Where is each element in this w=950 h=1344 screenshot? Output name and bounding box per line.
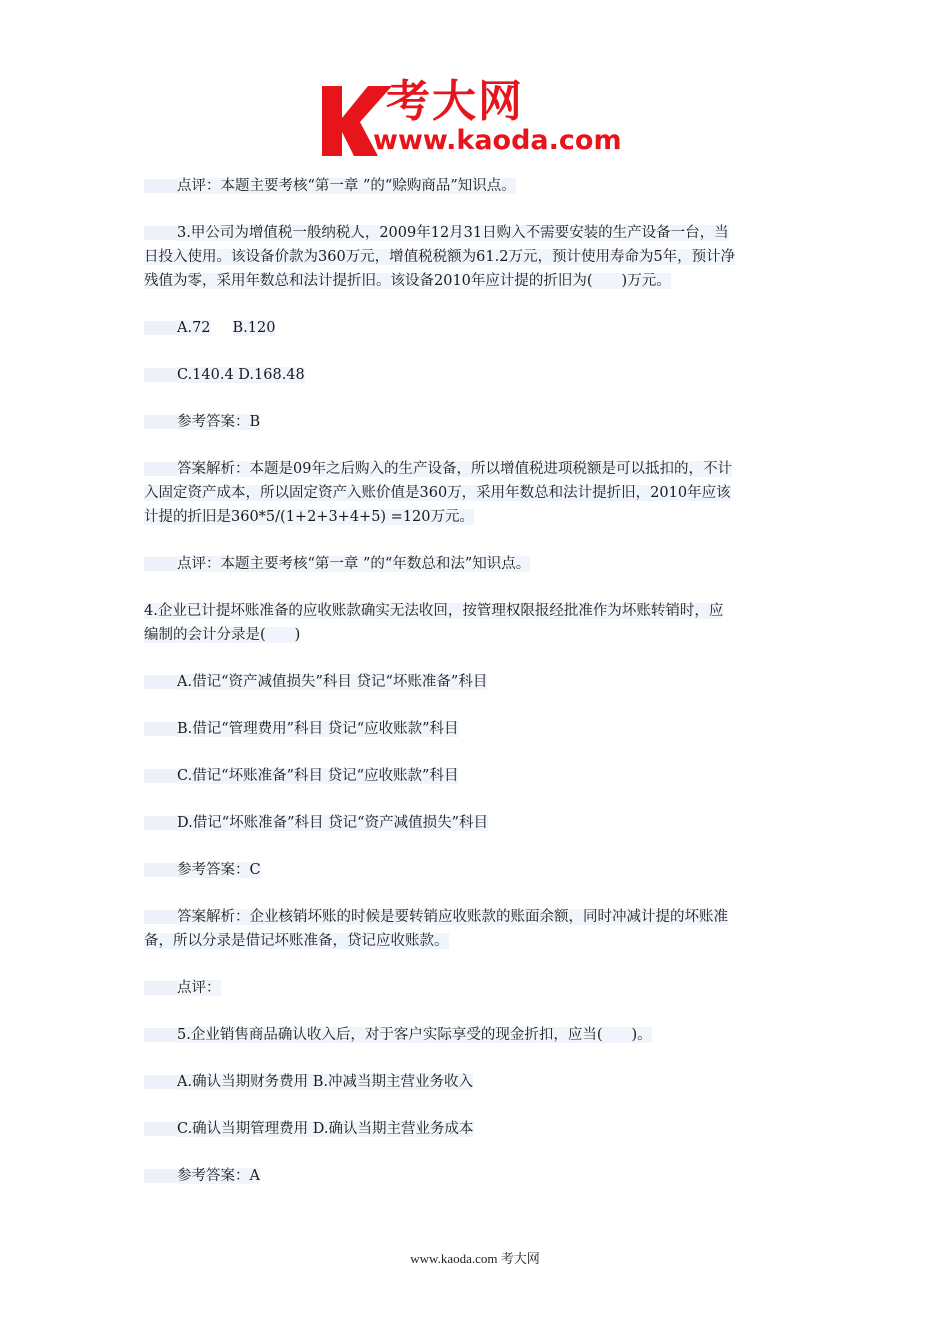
question-4-option-d: D.借记“坏账准备”科目 贷记“资产减值损失”科目 [144,811,810,835]
question-3-answer: 参考答案：B [144,410,810,434]
question-4-option-b: B.借记“管理费用”科目 贷记“应收账款”科目 [144,717,810,741]
comment-paragraph: 点评：本题主要考核“第一章 ”的“赊购商品”知识点。 [144,174,810,198]
question-3-options-ab: A.72 B.120 [144,316,810,340]
kaoda-logo [318,76,638,160]
question-3-explanation: 答案解析：本题是09年之后购入的生产设备，所以增值税进项税额是可以抵扣的，不计 入固定资产成本，所以固定资产入账价值是360万，采用年数总和法计提折旧，2010年应该 计提的折旧是360*5/(1+2+3+4+5) =120万元。 [144,461,732,525]
question-5-options-ab: A.确认当期财务费用 B.冲减当期主营业务收入 [144,1070,810,1094]
page-footer: www.kaoda.com 考大网 [410,1251,540,1266]
question-5-answer: 参考答案：A [144,1164,810,1188]
question-4-comment: 点评： [144,976,810,1000]
question-4-explanation: 答案解析：企业核销坏账的时候是要转销应收账款的账面余额，同时冲减计提的坏账准 备，所以分录是借记坏账准备，贷记应收账款。 [144,909,728,949]
logo-chinese-name: 考大网 [386,76,524,127]
question-4-option-a: A.借记“资产减值损失”科目 贷记“坏账准备”科目 [144,670,810,694]
question-5: 5.企业销售商品确认收入后，对于客户实际享受的现金折扣，应当( )。 [144,1023,810,1047]
question-3: 3.甲公司为增值税一般纳税人，2009年12月31日购入不需要安装的生产设备一台，当 日投入使用。该设备价款为360万元，增值税税额为61.2万元，预计使用寿命为5年，预计净 残值为零，采用年数总和法计提折旧。该设备2010年应计提的折旧为( )万元。 [144,225,736,289]
question-4: 4.企业已计提坏账准备的应收账款确实无法收回，按管理权限报经批准作为坏账转销时，应 编制的会计分录是( ) [144,603,724,643]
question-3-comment: 点评：本题主要考核“第一章 ”的“年数总和法”知识点。 [144,552,810,576]
question-4-option-c: C.借记“坏账准备”科目 贷记“应收账款”科目 [144,764,810,788]
document-body [144,174,810,1211]
logo-url: www.kaoda.com [373,125,622,156]
question-3-options-cd: C.140.4 D.168.48 [144,363,810,387]
question-5-options-cd: C.确认当期管理费用 D.确认当期主营业务成本 [144,1117,810,1141]
question-4-answer: 参考答案：C [144,858,810,882]
